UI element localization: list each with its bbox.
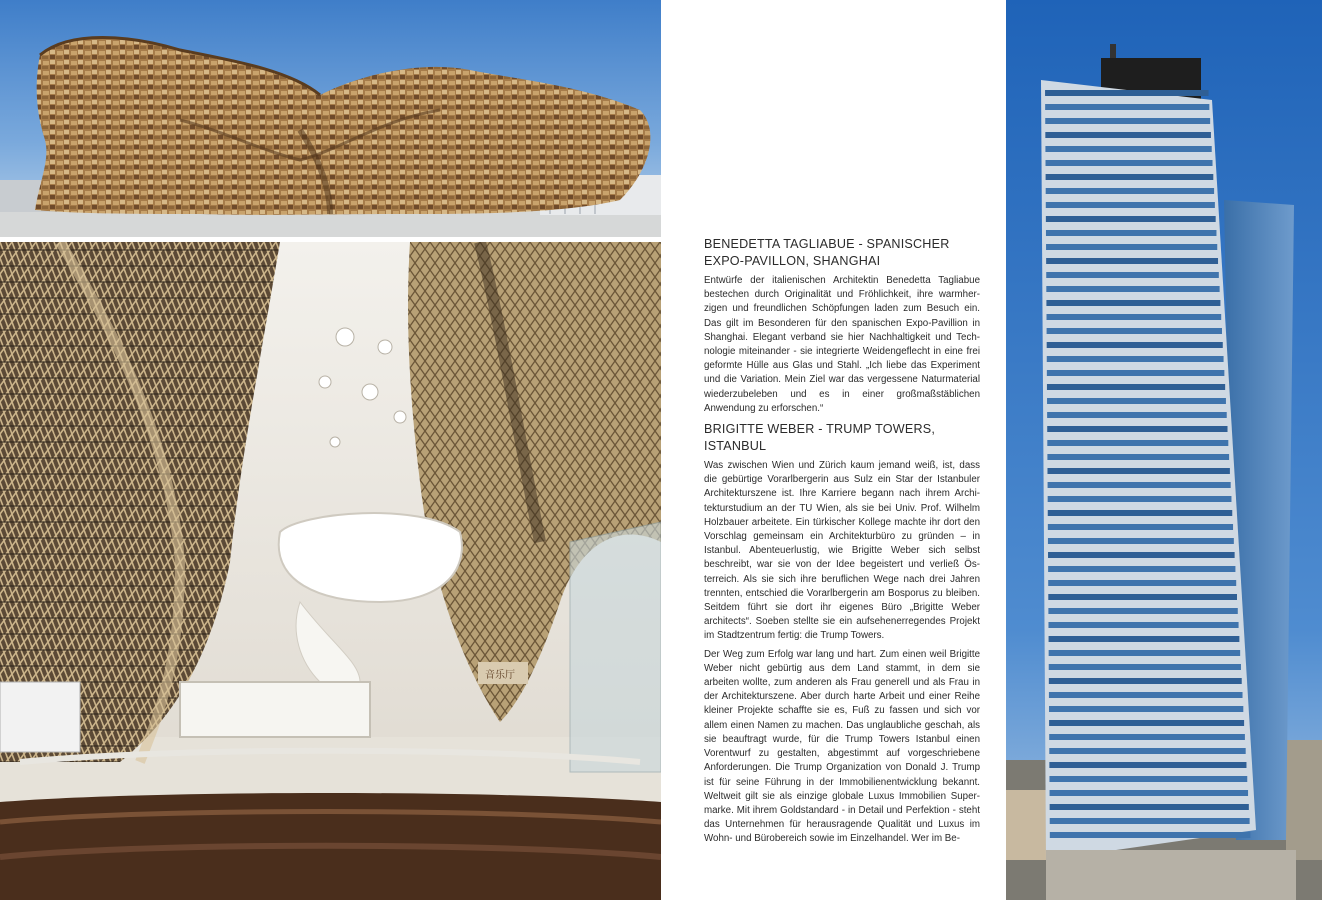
tower-window-band xyxy=(1046,174,1214,180)
tower-window-band xyxy=(1046,160,1213,166)
tower-window-band xyxy=(1049,776,1247,782)
tower-window-band xyxy=(1047,384,1225,390)
tower-window-band xyxy=(1047,328,1222,334)
tower-window-band xyxy=(1047,412,1227,418)
tower-window-band xyxy=(1047,454,1229,460)
tower-window-band xyxy=(1048,482,1231,488)
tower-window-band xyxy=(1047,426,1227,432)
tower-window-band xyxy=(1048,594,1237,600)
tower-window-band xyxy=(1046,272,1219,278)
section-body-tagliabue: Entwürfe der italienischen Architektin Benedetta Tagliabue bestechen durch Originalität und Fröhlichkeit, ihre warmherzigen und freundlichen Schöpfungen laden zum Besuch ein. Das gilt im Besonderen für den spanischen Expo-Pavillion in Shanghai. Elegant verband sie hier Nachhaltigkeit und Technologie miteinander - sie integrierte Weidengeflecht in eine frei geformte Hülle aus Glas und Stahl. „Ich liebe das Experiment und die Variation. Mein Ziel war das vergessene Naturmaterial wiederzubeleben und es in einer großmaßstäblichen Anwendung zu erforschen.“ xyxy=(704,275,980,414)
tower-window-band xyxy=(1048,552,1235,558)
tower-window-band xyxy=(1049,734,1245,740)
tower-window-band xyxy=(1048,538,1234,544)
tower-window-band xyxy=(1049,720,1244,726)
article-text-column xyxy=(704,236,980,851)
tower-window-band xyxy=(1048,496,1232,502)
tower-window-band xyxy=(1049,748,1245,754)
tower-window-band xyxy=(1048,622,1238,628)
tower-window-band xyxy=(1049,636,1240,642)
tower-window-band xyxy=(1046,258,1218,264)
tower-window-band xyxy=(1047,370,1225,376)
tower-window-band xyxy=(1050,804,1249,810)
tower-window-band xyxy=(1046,202,1215,208)
tower-window-band xyxy=(1048,566,1235,572)
tower-window-band xyxy=(1047,398,1226,404)
tower-window-band xyxy=(1046,230,1217,236)
tower-window-band xyxy=(1047,314,1222,320)
tower-window-band xyxy=(1049,692,1243,698)
tower-window-band xyxy=(1046,286,1219,292)
tower-window-band xyxy=(1048,510,1233,516)
tower-window-band xyxy=(1046,188,1214,194)
tower-window-band xyxy=(1050,832,1251,838)
tower-window-band xyxy=(1049,650,1241,656)
interior-sign-text: 音乐厅 xyxy=(485,670,515,681)
section-body-weber-1: Was zwischen Wien und Zürich kaum jemand weiß, ist, dass die gebürtige Vorarlbergerin aus Sulz ein Star der Istanbuler Architekturszene ist. Ihre Karriere begann nach ihrem Architekturstudium an der TU Wien, als sie bei Univ. Prof. Wilhelm Holzbauer arbeitete. Ein türkischer Kollege machte ihr dort den Vorschlag gemeinsam ein Architekturbüro zu gründen – in Istanbul. Abenteuerlustig, wie Brigitte Weber sich selbst beschreibt, war sie von der Idee begeistert und verließ Österreich. Als sie sich ihre beruflichen Wege nach drei Jahren trennten, entschied die Vorarlbergerin am Bosporus zu bleiben. Seitdem führt sie dort ihr eigenes Büro „Brigitte Weber architects“. Soeben stellte sie ein aufsehenerregendes Projekt im Stadtzentrum fertig: die Trump Towers. xyxy=(704,460,980,642)
expo-pavilion-exterior-photo xyxy=(0,0,661,237)
section-title-weber: BRIGITTE WEBER - TRUMP TOWERS, ISTANBUL xyxy=(704,422,936,454)
tower-window-band xyxy=(1050,818,1250,824)
tower-window-band xyxy=(1047,342,1223,348)
tower-window-band xyxy=(1047,356,1224,362)
tower-window-band xyxy=(1048,524,1233,530)
tower-window-band xyxy=(1048,580,1236,586)
tower-window-band xyxy=(1047,468,1229,474)
tower-window-band xyxy=(1045,146,1211,152)
tower-window-band xyxy=(1048,608,1237,614)
section-body-weber-2: Der Weg zum Erfolg war lang und hart. Zum einen weil Brigitte Weber nicht gebürtig aus dem Land stammt, in dem sie arbeiten wollte, zum anderen als Frau generell und als Frau in der Architekturszene. Aber durch harte Arbeit und einer Reihe kleiner Projekte schaffte sie es, Fuß zu fassen und sich vor allem einen Namen zu machen. Das unglaubliche geschah, als sie beauftragt wurde, für die Trump Towers Istanbul einen Vorentwurf zu gestalten, abgestimmt auf vorgeschriebene Anforderungen. Die Trump Organization von Donald J. Trump ist für seine Führung in der Immobilienentwicklung bekannt. Weltweit gilt sie als einzige globale Luxus Immobilien Supermarke. Mit ihrem Goldstandard - in Detail und Perfektion - steht das Unternehmen für herausragende Qualität und Luxus im Wohn- und Bürobereich sowie im Einzelhandel. Wer im Be- xyxy=(704,648,980,845)
tower-window-band xyxy=(1049,762,1246,768)
tower-window-band xyxy=(1049,678,1242,684)
tower-window-band xyxy=(1047,440,1228,446)
tower-window-band xyxy=(1046,300,1220,306)
tower-window-band xyxy=(1050,790,1249,796)
tower-window-band xyxy=(1045,132,1211,138)
tower-window-band xyxy=(1046,244,1217,250)
tower-window-band xyxy=(1045,104,1209,110)
tower-window-band xyxy=(1045,90,1209,96)
tower-window-band xyxy=(1046,216,1216,222)
expo-pavilion-interior-photo xyxy=(0,242,661,900)
tower-window-band xyxy=(1045,118,1210,124)
section-title-tagliabue: BENEDETTA TAGLIABUE - SPANISCHER EXPO-PAVILLON, SHANGHAI xyxy=(704,237,950,268)
trump-towers-photo xyxy=(1006,0,1322,900)
tower-window-band xyxy=(1049,706,1243,712)
tower-window-band xyxy=(1049,664,1241,670)
